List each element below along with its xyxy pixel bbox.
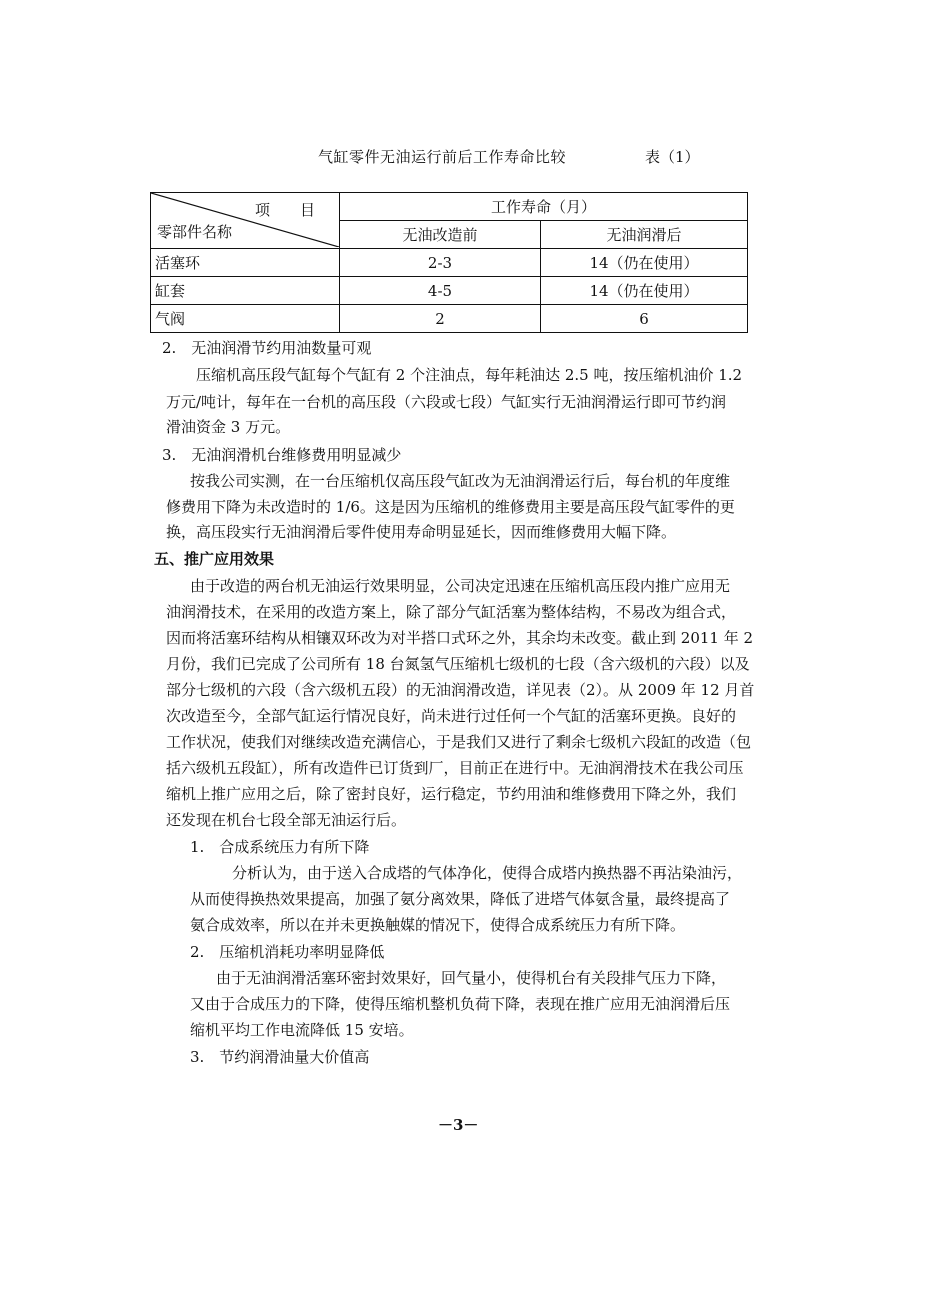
- table-number: 表（1）: [645, 148, 700, 166]
- body-line: 部分七级机的六段（含六级机五段）的无油润滑改造，详见表（2）。从 2009 年 12 月首: [166, 681, 755, 699]
- body-line: 次改造至今，全部气缸运行情况良好，尚未进行过任何一个气缸的活塞环更换。良好的: [166, 707, 737, 725]
- subheading: 3. 无油润滑机台维修费用明显减少: [162, 446, 402, 464]
- body-line: 分析认为，由于送入合成塔的气体净化，使得合成塔内换热器不再沾染油污，: [232, 864, 743, 882]
- page-number: －3－: [438, 1116, 479, 1134]
- header-item: 项 目: [254, 201, 315, 219]
- body-line: 修费用下降为未改造时的 1/6。这是因为压缩机的维修费用主要是高压段气缸零件的更: [166, 498, 735, 516]
- table-row: [151, 305, 748, 333]
- diagonal-header-cell: [151, 193, 340, 249]
- body-line: 油润滑技术，在采用的改造方案上，除了部分气缸活塞为整体结构，不易改为组合式，: [166, 603, 737, 621]
- subheading: 1. 合成系统压力有所下降: [190, 838, 370, 856]
- body-line: 括六级机五段缸），所有改造件已订货到厂，目前正在进行中。无油润滑技术在我公司压: [166, 759, 744, 777]
- row-before: 4-5: [340, 277, 541, 305]
- body-line: 按我公司实测，在一台压缩机仅高压段气缸改为无油润滑运行后，每台机的年度维: [190, 472, 731, 490]
- row-after: 14（仍在使用）: [541, 249, 748, 277]
- table-row: [151, 277, 748, 305]
- subheading: 2. 无油润滑节约用油数量可观: [162, 339, 372, 357]
- row-name: 缸套: [151, 277, 340, 305]
- body-line: 压缩机高压段气缸每个气缸有 2 个注油点，每年耗油达 2.5 吨，按压缩机油价 1.2: [196, 366, 743, 384]
- table-row: [151, 249, 748, 277]
- body-line: 工作状况，使我们对继续改造充满信心，于是我们又进行了剩余七级机六段缸的改造（包: [166, 733, 752, 751]
- body-line: 由于无油润滑活塞环密封效果好，回气量小，使得机台有关段排气压力下降，: [216, 969, 727, 987]
- table-caption: 气缸零件无油运行前后工作寿命比较: [318, 148, 567, 166]
- row-name: 活塞环: [151, 249, 340, 277]
- subheading: 3. 节约润滑油量大价值高: [190, 1048, 370, 1066]
- row-before: 2-3: [340, 249, 541, 277]
- subheading: 2. 压缩机消耗功率明显降低: [190, 943, 385, 961]
- body-line: 由于改造的两台机无油运行效果明显，公司决定迅速在压缩机高压段内推广应用无: [190, 577, 731, 595]
- section-heading: 五、推广应用效果: [154, 550, 275, 568]
- body-line: 因而将活塞环结构从相镶双环改为对半搭口式环之外，其余均未改变。截止到 2011 年 2: [166, 629, 754, 647]
- body-line: 又由于合成压力的下降，使得压缩机整机负荷下降，表现在推广应用无油润滑后压: [190, 995, 731, 1013]
- header-before: 无油改造前: [340, 221, 541, 249]
- row-name: 气阀: [151, 305, 340, 333]
- row-before: 2: [340, 305, 541, 333]
- row-after: 14（仍在使用）: [541, 277, 748, 305]
- body-line: 从而使得换热效果提高，加强了氨分离效果，降低了进塔气体氨含量，最终提高了: [190, 890, 731, 908]
- header-after: 无油润滑后: [541, 221, 748, 249]
- body-line: 滑油资金 3 万元。: [166, 418, 291, 436]
- row-after: 6: [541, 305, 748, 333]
- comparison-table: [150, 192, 748, 333]
- body-line: 换，高压段实行无油润滑后零件使用寿命明显延长，因而维修费用大幅下降。: [166, 523, 677, 541]
- header-work-life: 工作寿命（月）: [340, 193, 748, 221]
- body-line: 缩机平均工作电流降低 15 安培。: [190, 1021, 414, 1039]
- header-part-name: 零部件名称: [157, 223, 233, 241]
- body-line: 万元/吨计，每年在一台机的高压段（六段或七段）气缸实行无油润滑运行即可节约润: [166, 393, 727, 411]
- body-line: 缩机上推广应用之后，除了密封良好，运行稳定，节约用油和维修费用下降之外，我们: [166, 785, 737, 803]
- body-line: 月份，我们已完成了公司所有 18 台氮氢气压缩机七级机的七段（含六级机的六段）以及: [166, 655, 750, 673]
- body-line: 还发现在机台七段全部无油运行后。: [166, 811, 407, 829]
- body-line: 氨合成效率，所以在并未更换触媒的情况下，使得合成系统压力有所下降。: [190, 916, 686, 934]
